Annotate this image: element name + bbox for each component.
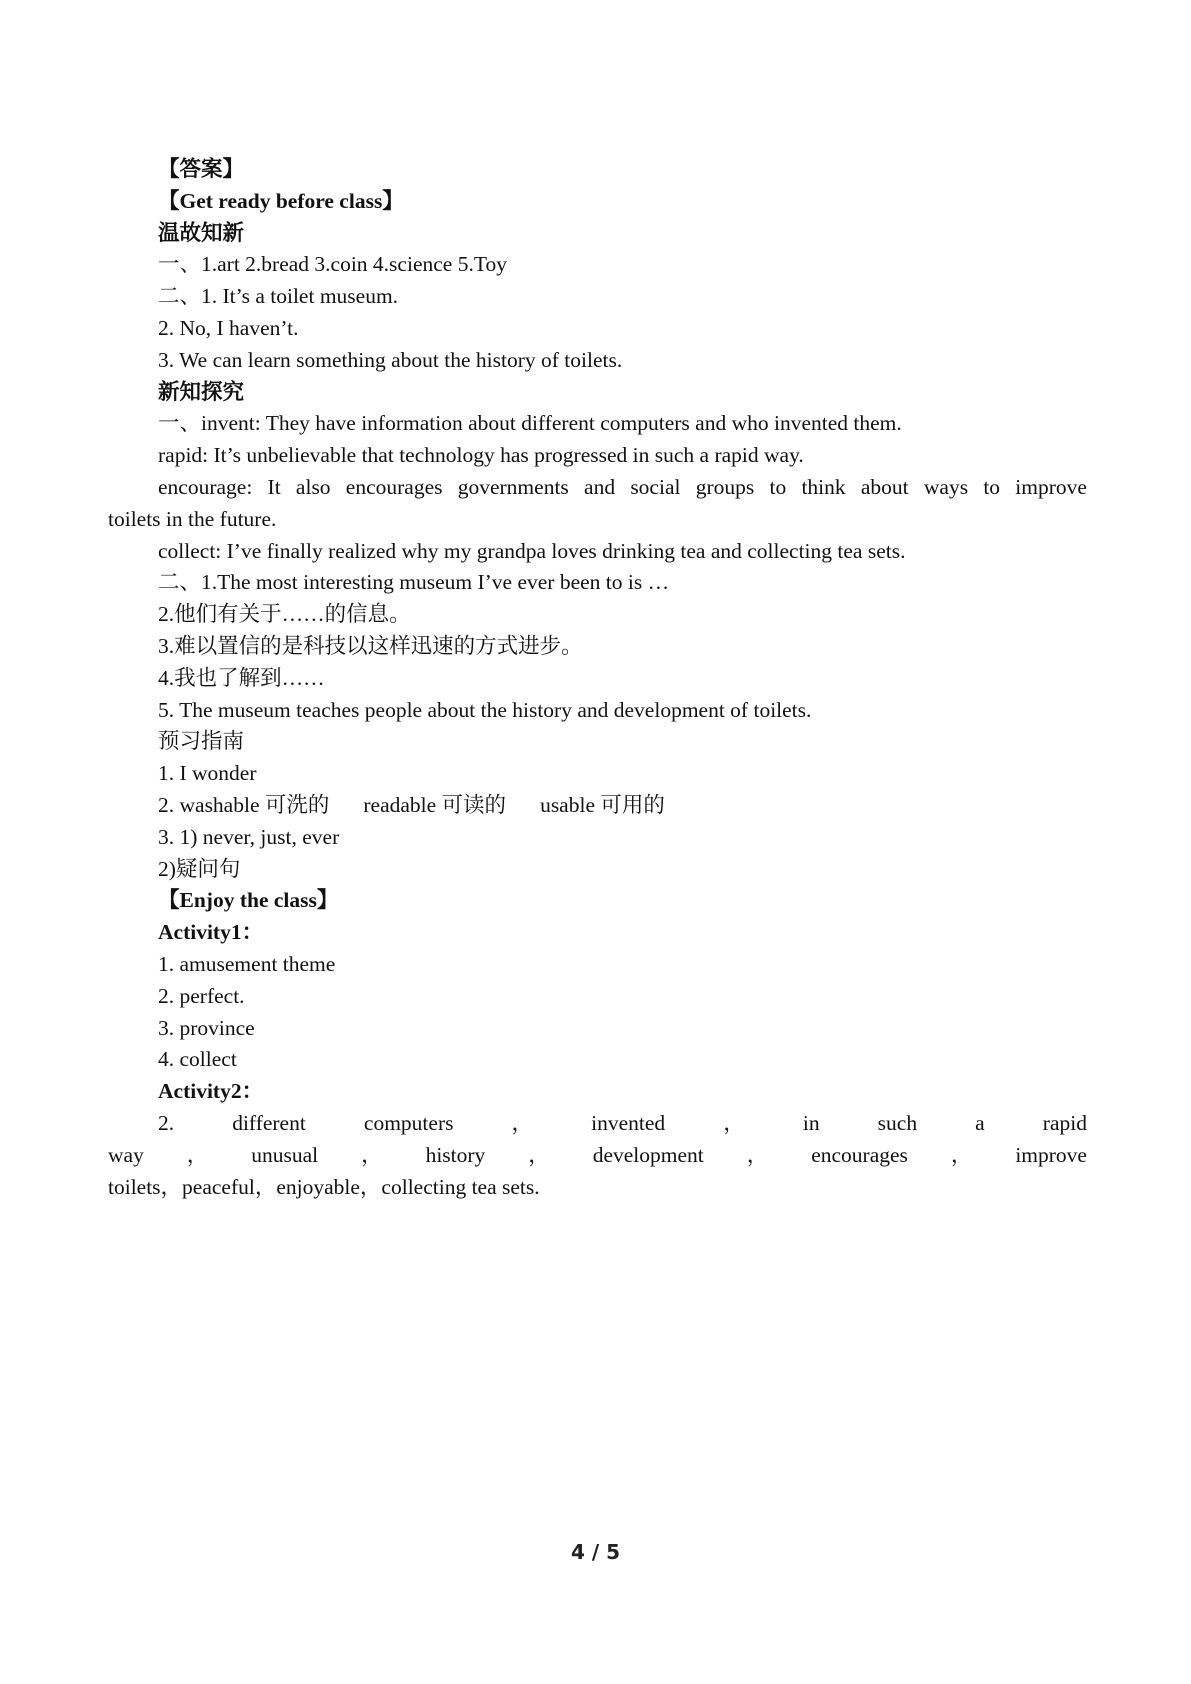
justified-word: ways [923,474,969,499]
justified-word: improve [1015,1142,1087,1167]
justified-word: ， [361,1142,383,1167]
justified-word: social [630,474,681,499]
justified-word: ， [528,1142,550,1167]
justified-word: way [108,1142,144,1167]
subsection-title-guide: 预习指南 [158,729,245,754]
section-title-get-ready: 【Get ready before class】 [158,188,404,213]
justified-word: improve [1015,474,1087,499]
justified-word: in [802,1110,820,1135]
activity1-answer: 3. province [158,1015,255,1040]
justified-word: about [860,474,909,499]
review-answer-line: 二、1. It’s a toilet museum. [158,284,399,309]
new-knowledge-line: 2.他们有关于……的信息。 [158,602,411,627]
justified-word: 2. [158,1110,175,1135]
justified-word: rapid [1042,1110,1087,1135]
activity2-title: Activity2： [158,1079,264,1104]
new-knowledge-line: 5. The museum teaches people about the history and development of toilets. [158,697,812,722]
new-knowledge-line: 4.我也了解到…… [158,665,325,690]
justified-word: to [983,474,1001,499]
guide-word-part: readable 可读的 [363,792,507,817]
justified-word: groups [695,474,755,499]
guide-line: 1. I wonder [158,761,257,786]
justified-word: history [425,1142,486,1167]
justified-word: ， [186,1142,209,1167]
activity2-justified-line [0,1140,1087,1172]
new-knowledge-line-continuation: toilets in the future. [108,506,277,531]
activity1-answer: 1. amusement theme [158,951,336,976]
guide-word-part: usable 可用的 [540,792,665,817]
justified-word: such [877,1110,918,1135]
justified-word: a [975,1110,985,1135]
justified-word: governments [457,474,569,499]
justified-word: development [592,1142,704,1167]
justified-word: different [232,1110,306,1135]
guide-line [0,790,1191,822]
review-answer-line: 2. No, I haven’t. [158,315,299,340]
justified-word: unusual [251,1142,319,1167]
justified-word: ， [511,1110,534,1135]
new-knowledge-justified-line [0,472,1087,504]
justified-word: ， [950,1142,973,1167]
justified-word: ， [746,1142,769,1167]
new-knowledge-line: 二、1.The most interesting museum I’ve ever been to is … [158,570,670,595]
justified-word: think [801,474,846,499]
answer-document [0,154,1191,1203]
review-answer-line: 一、1.art 2.bread 3.coin 4.science 5.Toy [158,252,507,277]
justified-word: also [295,474,331,499]
justified-word: invented [591,1110,666,1135]
justified-word: and [584,474,616,499]
answer-heading: 【答案】 [158,157,245,181]
justified-word: encourages [345,474,443,499]
activity1-answer: 4. collect [158,1047,237,1072]
page-number: 4 / 5 [570,1540,621,1564]
review-answer-line: 3. We can learn something about the history of toilets. [158,347,623,372]
activity2-line: toilets，peaceful，enjoyable，collecting tea sets. [108,1174,540,1199]
justified-word: computers [363,1110,454,1135]
justified-word: ， [723,1110,745,1135]
activity2-justified-line [0,1108,1087,1140]
new-knowledge-line: 3.难以置信的是科技以这样迅速的方式进步。 [158,633,583,658]
activity1-answer: 2. perfect. [158,983,245,1008]
justified-word: encourages [811,1142,908,1167]
justified-word: to [769,474,787,499]
new-knowledge-line: collect: I’ve finally realized why my grandpa loves drinking tea and collecting tea sets. [158,538,906,563]
subsection-title-new-knowledge: 新知探究 [158,379,245,404]
guide-word-part: 2. washable 可洗的 [158,792,330,817]
guide-line: 3. 1) never, just, ever [158,824,340,849]
subsection-title-review: 温故知新 [158,220,245,245]
activity1-title: Activity1： [158,920,264,945]
guide-line: 2)疑问句 [158,856,241,881]
justified-word: encourage: [158,474,253,499]
justified-word: It [267,474,281,499]
new-knowledge-line: 一、invent: They have information about different computers and who invented them. [158,411,902,436]
new-knowledge-line: rapid: It’s unbelievable that technology has progressed in such a rapid way. [158,443,804,468]
section-title-enjoy-class: 【Enjoy the class】 [158,888,339,913]
